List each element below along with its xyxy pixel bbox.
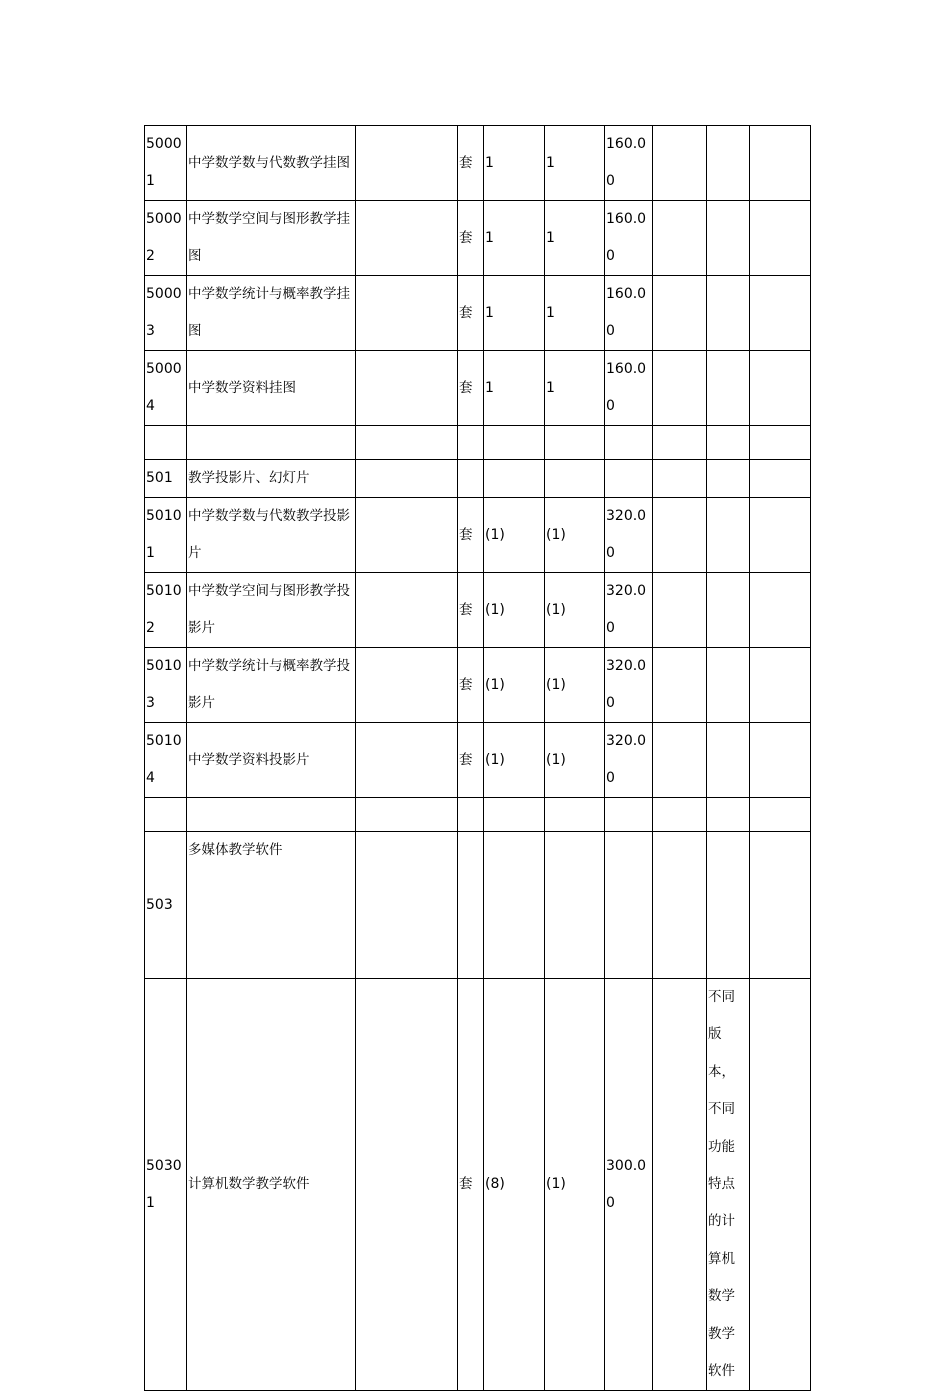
item-qty-1: (1) [484, 573, 545, 648]
item-code: 50001 [145, 126, 187, 201]
item-qty-2: (1) [545, 979, 605, 1391]
item-spec [356, 648, 458, 723]
item-qty-1 [484, 460, 545, 498]
item-unit [458, 798, 484, 832]
item-blank-b [750, 832, 811, 979]
item-price [605, 460, 653, 498]
item-blank-b [750, 426, 811, 460]
item-code [145, 798, 187, 832]
item-blank-a [653, 351, 707, 426]
item-blank-b [750, 351, 811, 426]
item-note [707, 573, 750, 648]
item-spec [356, 573, 458, 648]
category-code: 503 [145, 832, 187, 979]
item-note [707, 832, 750, 979]
item-qty-1: 1 [484, 201, 545, 276]
item-name: 中学数学数与代数教学投影片 [187, 498, 356, 573]
item-spec [356, 460, 458, 498]
equipment-table [144, 125, 811, 1391]
item-qty-2: (1) [545, 573, 605, 648]
item-name: 中学数学统计与概率教学挂图 [187, 276, 356, 351]
item-unit: 套 [458, 498, 484, 573]
item-qty-2 [545, 460, 605, 498]
item-blank-a [653, 460, 707, 498]
item-blank-b [750, 798, 811, 832]
item-blank-b [750, 276, 811, 351]
item-spec [356, 351, 458, 426]
table-row-empty [145, 426, 811, 460]
item-qty-1 [484, 798, 545, 832]
item-code: 50103 [145, 648, 187, 723]
item-blank-a [653, 832, 707, 979]
item-price: 300.00 [605, 979, 653, 1391]
item-blank-b [750, 573, 811, 648]
table-row-empty [145, 798, 811, 832]
table-row [145, 648, 811, 723]
item-qty-1 [484, 426, 545, 460]
item-spec [356, 723, 458, 798]
item-spec [356, 832, 458, 979]
item-price: 160.00 [605, 276, 653, 351]
item-code [145, 426, 187, 460]
table-row [145, 126, 811, 201]
item-unit: 套 [458, 351, 484, 426]
item-code: 50002 [145, 201, 187, 276]
item-spec [356, 276, 458, 351]
item-price: 320.00 [605, 648, 653, 723]
item-price [605, 798, 653, 832]
item-qty-2 [545, 832, 605, 979]
item-qty-2: (1) [545, 648, 605, 723]
item-note: 不同版本，不同功能特点的计算机数学教学软件 [707, 979, 750, 1391]
item-blank-b [750, 648, 811, 723]
item-name: 中学数学资料投影片 [187, 723, 356, 798]
item-unit: 套 [458, 573, 484, 648]
item-price: 160.00 [605, 201, 653, 276]
item-blank-a [653, 798, 707, 832]
item-code: 50101 [145, 498, 187, 573]
item-name: 中学数学资料挂图 [187, 351, 356, 426]
item-price [605, 426, 653, 460]
item-blank-a [653, 573, 707, 648]
item-name: 中学数学统计与概率教学投影片 [187, 648, 356, 723]
item-price: 320.00 [605, 498, 653, 573]
item-qty-2: 1 [545, 351, 605, 426]
table-row [145, 498, 811, 573]
item-note [707, 723, 750, 798]
item-blank-b [750, 723, 811, 798]
item-unit: 套 [458, 723, 484, 798]
item-blank-a [653, 126, 707, 201]
item-note [707, 351, 750, 426]
item-name [187, 426, 356, 460]
item-blank-a [653, 979, 707, 1391]
item-note [707, 498, 750, 573]
item-qty-1: 1 [484, 126, 545, 201]
item-qty-1: (1) [484, 498, 545, 573]
item-spec [356, 798, 458, 832]
item-blank-a [653, 426, 707, 460]
table-row-category [145, 832, 811, 979]
item-note [707, 460, 750, 498]
item-name: 中学数学空间与图形教学挂图 [187, 201, 356, 276]
item-code: 50004 [145, 351, 187, 426]
item-spec [356, 201, 458, 276]
table-row [145, 573, 811, 648]
table-row [145, 723, 811, 798]
item-blank-a [653, 498, 707, 573]
item-blank-a [653, 276, 707, 351]
item-price [605, 832, 653, 979]
item-blank-a [653, 723, 707, 798]
table-row [145, 201, 811, 276]
item-spec [356, 979, 458, 1391]
table-row [145, 351, 811, 426]
item-name: 中学数学空间与图形教学投影片 [187, 573, 356, 648]
item-qty-2: 1 [545, 126, 605, 201]
item-name: 中学数学数与代数教学挂图 [187, 126, 356, 201]
item-qty-2: (1) [545, 498, 605, 573]
item-note [707, 126, 750, 201]
item-unit: 套 [458, 648, 484, 723]
item-code: 50102 [145, 573, 187, 648]
item-spec [356, 498, 458, 573]
item-unit: 套 [458, 201, 484, 276]
item-spec [356, 126, 458, 201]
item-unit: 套 [458, 979, 484, 1391]
table-row [145, 276, 811, 351]
item-blank-b [750, 460, 811, 498]
item-price: 320.00 [605, 573, 653, 648]
item-note [707, 276, 750, 351]
item-blank-b [750, 979, 811, 1391]
item-qty-1: (8) [484, 979, 545, 1391]
item-qty-1: 1 [484, 276, 545, 351]
table-row-category [145, 460, 811, 498]
table-row [145, 979, 811, 1391]
item-qty-1 [484, 832, 545, 979]
item-spec [356, 426, 458, 460]
item-price: 160.00 [605, 126, 653, 201]
item-price: 320.00 [605, 723, 653, 798]
item-note [707, 798, 750, 832]
item-qty-1: (1) [484, 648, 545, 723]
item-qty-2 [545, 426, 605, 460]
category-name: 多媒体教学软件 [187, 832, 356, 979]
item-qty-1: 1 [484, 351, 545, 426]
item-blank-a [653, 648, 707, 723]
item-qty-2: 1 [545, 276, 605, 351]
category-name: 教学投影片、幻灯片 [187, 460, 356, 498]
item-qty-1: (1) [484, 723, 545, 798]
item-code: 50003 [145, 276, 187, 351]
item-unit: 套 [458, 276, 484, 351]
item-unit [458, 460, 484, 498]
item-blank-a [653, 201, 707, 276]
item-price: 160.00 [605, 351, 653, 426]
item-blank-b [750, 498, 811, 573]
item-blank-b [750, 126, 811, 201]
item-unit [458, 426, 484, 460]
item-qty-2: 1 [545, 201, 605, 276]
item-code: 50301 [145, 979, 187, 1391]
item-note [707, 201, 750, 276]
item-qty-2 [545, 798, 605, 832]
item-note [707, 426, 750, 460]
item-code: 50104 [145, 723, 187, 798]
item-note [707, 648, 750, 723]
item-unit [458, 832, 484, 979]
item-name [187, 798, 356, 832]
item-unit: 套 [458, 126, 484, 201]
item-qty-2: (1) [545, 723, 605, 798]
item-name: 计算机数学教学软件 [187, 979, 356, 1391]
item-blank-b [750, 201, 811, 276]
category-code: 501 [145, 460, 187, 498]
